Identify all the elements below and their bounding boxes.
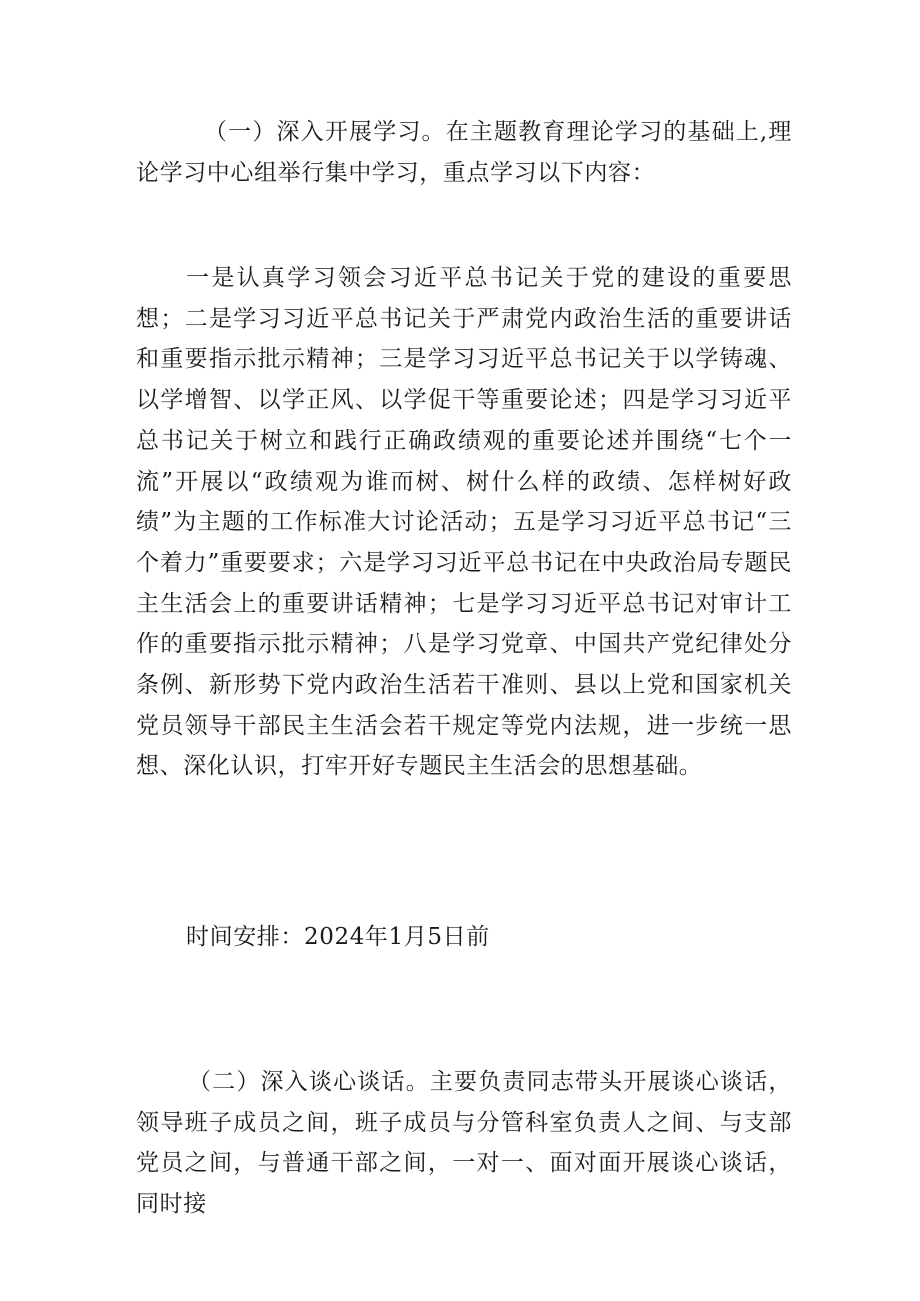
paragraph-schedule: 时间安排：2024年1月5日前 — [186, 924, 490, 950]
paragraph-study-intro: （一）深入开展学习。在主题教育理论学习的基础上,理论学习中心组举行集中学习，重点学习以下内容： — [136, 119, 792, 186]
paragraph-study-content: 一是认真学习领会习近平总书记关于党的建设的重要思想；二是学习习近平总书记关于严肃党内政治生活的重要讲话和重要指示批示精神；三是学习习近平总书记关于以学铸魂、以学增智、以学正风、以学促干等重要论述；四是学习习近平总书记关于树立和践行正确政绩观的重要论述并围绕“七个一流”开展以“政绩观为谁而树、树什么样的政绩、怎样树好政绩”为主题的工作标准大讨论活动；五是学习习近平总书记“三个着力”重要要求；六是学习习近平总书记在中央政治局专题民主生活会上的重要讲话精神；七是学习习近平总书记对审计工作的重要指示批示精神；八是学习党章、中国共产党纪律处分条例、新形势下党内政治生活若干准则、县以上党和国家机关党员领导干部民主生活会若干规定等党内法规，进一步统一思想、深化认识，打牢开好专题民主生活会的思想基础。 — [136, 265, 792, 780]
paragraph-heart-to-heart-talks: （二）深入谈心谈话。主要负责同志带头开展谈心谈话，领导班子成员之间，班子成员与分管科室负责人之间、与支部党员之间，与普通干部之间，一对一、面对面开展谈心谈话，同时接 — [136, 1069, 792, 1218]
